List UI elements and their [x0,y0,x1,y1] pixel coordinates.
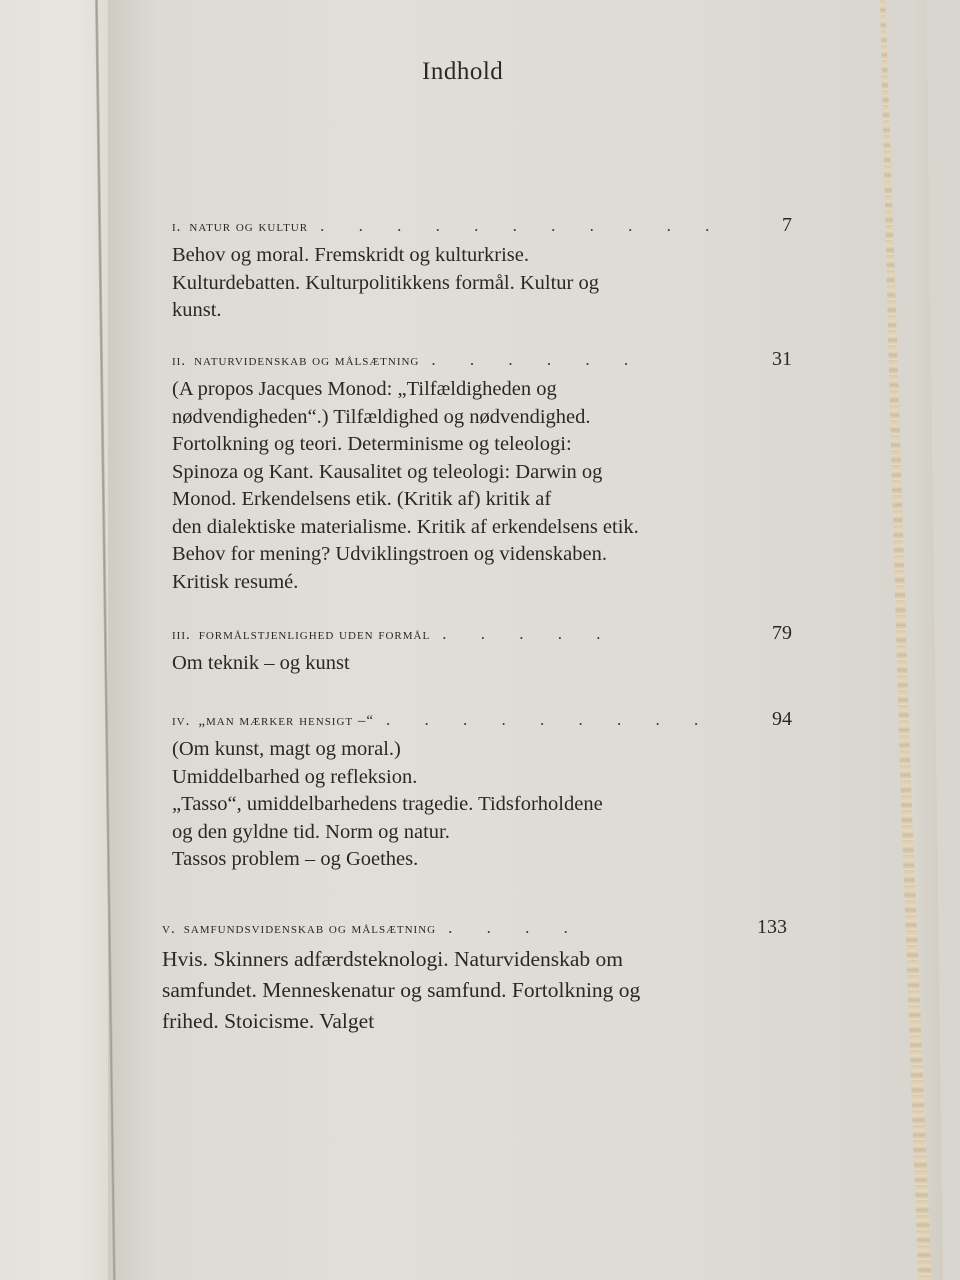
chapter-summary [172,376,792,596]
chapter-number: iv. [172,713,191,729]
summary-line: Kritisk resumé. [172,570,299,593]
toc-title: Indhold [422,58,504,85]
chapter-title: samfundsvidenskab og målsætning [183,921,437,937]
summary-line: Fortolkning og teori. Determinisme og teleologi: [172,433,572,455]
chapter-title: formålstjenlighed uden formål [198,627,431,643]
chapter-title: „man mærker hensigt –“ [198,713,375,729]
summary-line: Tassos problem – og Goethes. [172,848,419,870]
dot-leader: . . . . . . . . . . . [320,216,725,235]
chapter-number: iii. [172,627,191,643]
summary-line: og den gyldne tid. Norm og natur. [172,820,450,843]
dot-leader: . . . . [448,918,583,937]
toc-entry-4 [172,708,792,874]
chapter-summary [172,242,792,325]
summary-line: Hvis. Skinners adfærdsteknologi. Naturvidenskab om [162,947,624,971]
previous-page-leaf [0,0,112,1280]
toc-entry-2 [172,348,792,596]
summary-line: den dialektiske materialisme. Kritik af erkendelsens etik. [172,515,639,538]
page-number: 31 [772,348,792,370]
chapter-number: i. [172,219,182,235]
summary-line: „Tasso“, umiddelbarhedens tragedie. Tidsforholdene [172,793,603,815]
summary-line: Om teknik – og kunst [172,652,350,674]
summary-line: nødvendigheden“.) Tilfældighed og nødvendighed. [172,405,591,428]
summary-line: (Om kunst, magt og moral.) [172,738,401,760]
summary-line: samfundet. Menneskenatur og samfund. Fortolkning og [162,978,641,1002]
chapter-summary [172,650,792,678]
dot-leader: . . . . . . [431,350,644,369]
chapter-heading [172,708,792,736]
chapter-summary [162,944,787,1037]
dot-leader: . . . . . [442,624,616,643]
chapter-title: naturvidenskab og målsætning [194,353,420,369]
summary-line: (A propos Jacques Monod: „Tilfældigheden og [172,378,557,400]
page-number: 79 [772,622,792,644]
chapter-title: natur og kultur [189,219,309,235]
toc-entry-5 [162,916,787,1037]
dot-leader: . . . . . . . . . [386,710,714,729]
chapter-number: v. [162,921,176,937]
chapter-heading [162,916,787,944]
summary-line: Behov og moral. Fremskridt og kulturkrise. [172,244,529,266]
chapter-heading [172,214,792,242]
summary-line: Umiddelbarhed og refleksion. [172,765,418,788]
summary-line: frihed. Stoicisme. Valget [162,1009,375,1033]
page-number: 133 [757,916,787,938]
chapter-summary [172,736,792,874]
page-number: 7 [782,214,792,236]
summary-line: Monod. Erkendelsens etik. (Kritik af) kritik af [172,488,552,510]
toc-entry-3 [172,622,792,678]
toc-entry-1 [172,214,792,325]
chapter-heading [172,348,792,376]
chapter-number: ii. [172,353,187,369]
summary-line: Spinoza og Kant. Kausalitet og teleologi: Darwin og [172,460,603,483]
summary-line: Behov for mening? Udviklingstroen og videnskaben. [172,543,607,565]
summary-line: kunst. [172,299,222,321]
page-number: 94 [772,708,792,730]
chapter-heading [172,622,792,650]
summary-line: Kulturdebatten. Kulturpolitikkens formål. Kultur og [172,271,600,294]
